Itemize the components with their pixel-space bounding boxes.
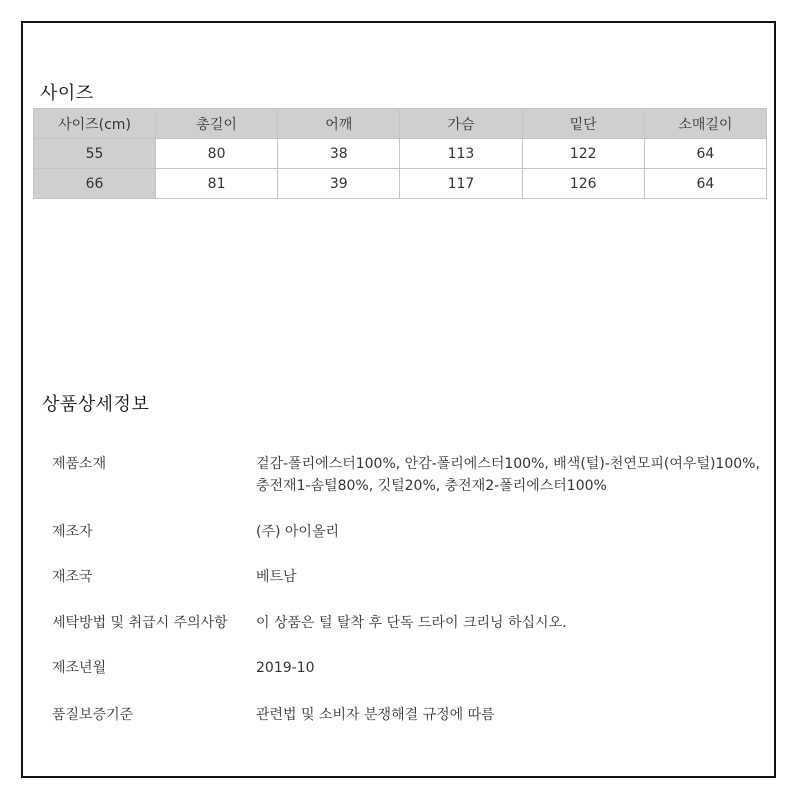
table-cell: 126 [522,169,644,199]
size-table [33,108,767,199]
detail-value [256,453,766,497]
detail-label: 품질보증기준 [52,707,134,723]
table-cell: 38 [278,139,400,169]
table-row [34,139,767,169]
detail-value: 관련법 및 소비자 분쟁해결 규정에 따름 [256,707,495,723]
table-cell: 39 [278,169,400,199]
detail-value: 2019-10 [256,660,315,676]
table-cell: 64 [644,139,766,169]
header-total-length: 총길이 [156,109,278,139]
header-sleeve-length: 소매길이 [644,109,766,139]
detail-value: 이 상품은 털 탈착 후 단독 드라이 크리닝 하십시오. [256,615,567,631]
size-section-title: 사이즈 [40,83,94,104]
table-cell: 64 [644,169,766,199]
table-cell: 117 [400,169,522,199]
detail-value: (주) 아이올리 [256,524,339,540]
detail-label: 제조자 [52,524,93,540]
size-table-header-row [34,109,767,139]
detail-label: 세탁방법 및 취급시 주의사항 [52,615,228,631]
table-row [34,169,767,199]
detail-value-line: 겉감-폴리에스터100%, 안감-폴리에스터100%, 배색(털)-천연모피(여우털)100%, [256,456,760,472]
table-cell: 113 [400,139,522,169]
table-cell: 80 [156,139,278,169]
size-cell: 66 [34,169,156,199]
detail-label: 제조년월 [52,660,107,676]
detail-value-line: 충전재1-솜털80%, 깃털20%, 충전재2-폴리에스터100% [256,478,607,494]
header-hem: 밑단 [522,109,644,139]
table-cell: 122 [522,139,644,169]
detail-label: 재조국 [52,569,93,585]
detail-section-title: 상품상세정보 [42,394,150,415]
detail-value: 베트남 [256,569,297,585]
detail-label: 제품소재 [52,456,107,472]
header-size: 사이즈(cm) [34,109,156,139]
table-cell: 81 [156,169,278,199]
header-chest: 가슴 [400,109,522,139]
size-cell: 55 [34,139,156,169]
header-shoulder: 어깨 [278,109,400,139]
